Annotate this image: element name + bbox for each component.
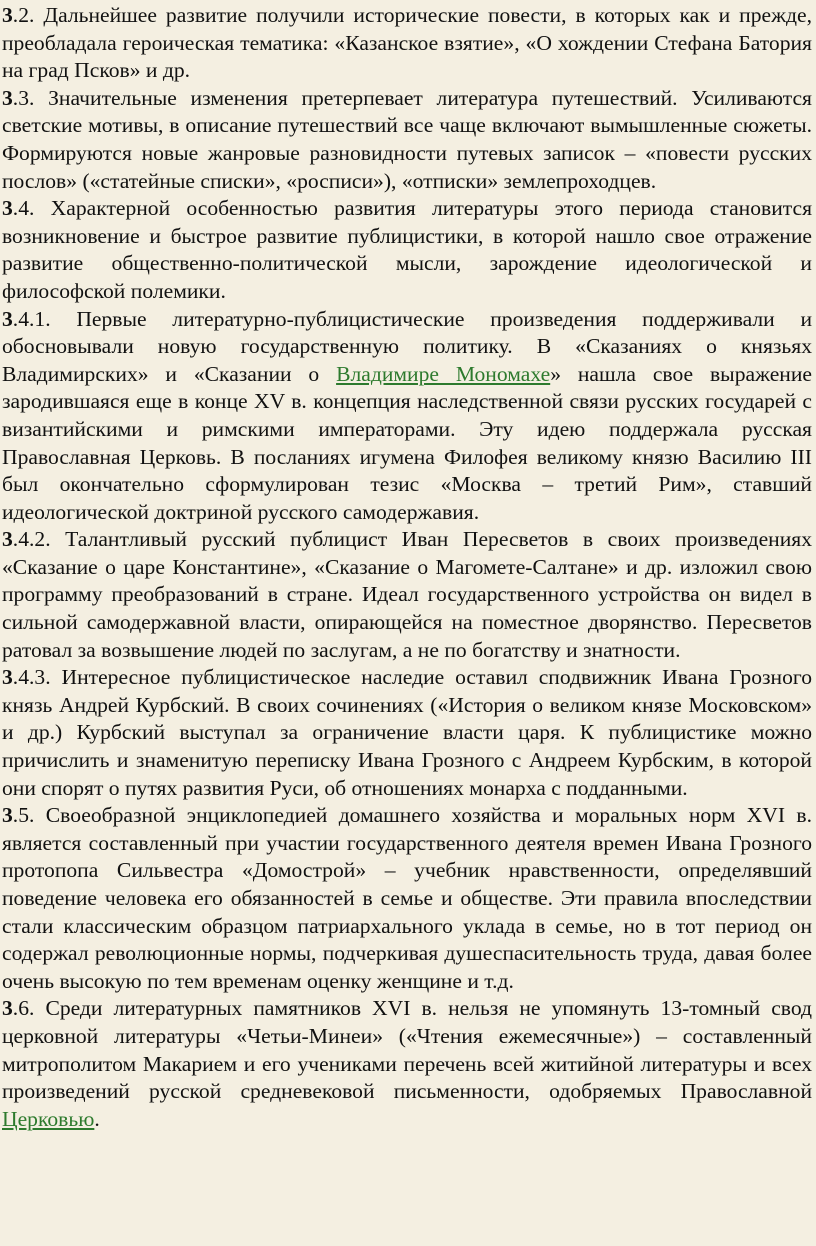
- paragraph-text-continued: .: [94, 1106, 100, 1131]
- section-number-minor: .4.3.: [12, 665, 62, 690]
- paragraph-text-continued: » нашла свое выражение зародившаяся еще в конце XV в. концепция наследственной связи русских государей с византийскими и римскими императорами. Эту идею поддержала русская Православная Церковь. В посланиях игумена Филофея великому князю Василию III был окончательно сформулирован тезис «Москва – третий Рим», ставший идеологической доктриной русского самодержавия.: [2, 361, 812, 524]
- paragraph-3-6: [2, 995, 812, 1133]
- section-number-minor: .4.2.: [12, 527, 66, 552]
- paragraph-3-4-2: [2, 526, 812, 664]
- paragraph-text: Значительные изменения претерпевает литература путешествий. Усиливаются светские мотивы, в описание путешествий все чаще включают вымышленные сюжеты. Формируются новые жанровые разновидности путевых записок – «повести русских послов» («статейные списки», «росписи»), «отписки» землепроходцев.: [2, 85, 812, 193]
- section-number-minor: .4.1.: [12, 306, 77, 331]
- paragraph-text: Характерной особенностью развития литературы этого периода становится возникновение и быстрое развитие публицистики, в которой нашло свое отражение развитие общественно-политической мысли, зарождение идеологической и философской полемики.: [2, 196, 812, 303]
- section-number-minor: .2.: [12, 3, 44, 27]
- section-number-major: 3: [2, 306, 13, 331]
- link-church[interactable]: Церковью: [2, 1106, 95, 1131]
- paragraph-text: Интересное публицистическое наследие оставил сподвижник Ивана Грозного князь Андрей Курбский. В своих сочинениях («История о великом князе Московском» и др.) Курбский выступал за ограничение власти царя. К публицистике можно причислить и знаменитую переписку Ивана Грозного с Андреем Курбским, в которой они спорят о путях развития Руси, об отношениях монарха с подданными.: [2, 665, 813, 800]
- paragraph-text: Талантливый русский публицист Иван Пересветов в своих произведениях «Сказание о царе Константине», «Сказание о Магомете-Салтане» и др. изложил свою программу преобразований в стране. Идеал государственного устройства он видел в сильной самодержавной власти, опирающейся на поместное дворянство. Пересветов ратовал за возвышение людей по заслугам, а не по богатству и знатности.: [2, 527, 813, 662]
- section-number-major: 3: [2, 85, 13, 110]
- section-number-major: 3: [2, 996, 13, 1021]
- paragraph-text: Своеобразной энциклопедией домашнего хозяйства и моральных норм XVI в. является составленный при участии государственного деятеля времен Ивана Грозного протопопа Сильвестра «Домострой» – учебник нравственности, определявший поведение человека его обязанностей в семье и обществе. Эти правила впоследствии стали классическим образцом патриархального уклада в семье, но в тот период он содержал революционные нормы, подчеркивая душеспасительность труда, давая более очень высокую по тем временам оценку женщине и т.д.: [2, 803, 812, 993]
- section-number-minor: .3.: [12, 85, 49, 110]
- paragraph-3-3: [2, 85, 812, 195]
- section-number-major: 3: [2, 3, 13, 27]
- link-vladimir-monomakh[interactable]: Владимире Мономахе: [336, 361, 551, 386]
- paragraph-3-5: [2, 802, 812, 995]
- paragraph-3-4: [2, 195, 812, 305]
- paragraph-text: Первые литературно-публицистические произведения поддерживали и обосновывали новую государственную политику. В «Сказаниях о князьях Владимирских» и «Сказании о: [2, 306, 812, 386]
- section-number-minor: .6.: [12, 996, 46, 1021]
- paragraph-3-4-1: [2, 306, 812, 527]
- paragraph-text: Среди литературных памятников XVI в. нельзя не упомянуть 13-томный свод церковной литературы «Четьи-Минеи» («Чтения ежемесячные») – составленный митрополитом Макарием и его учениками перечень всей житийной литературы и всех произведений русской средневековой письменности, одобряемых Православной: [2, 996, 812, 1104]
- paragraph-text: Дальнейшее развитие получили исторические повести, в которых как и прежде, преобладала героическая тематика: «Казанское взятие», «О хождении Стефана Батория на град Псков» и др.: [2, 3, 812, 83]
- section-number-major: 3: [2, 803, 13, 828]
- section-number-minor: .4.: [12, 196, 51, 221]
- section-number-major: 3: [2, 665, 13, 690]
- paragraph-3-4-3: [2, 664, 812, 802]
- section-number-major: 3: [2, 196, 13, 221]
- section-number-minor: .5.: [12, 803, 46, 828]
- section-number-major: 3: [2, 527, 13, 552]
- paragraph-3-2: [2, 2, 812, 85]
